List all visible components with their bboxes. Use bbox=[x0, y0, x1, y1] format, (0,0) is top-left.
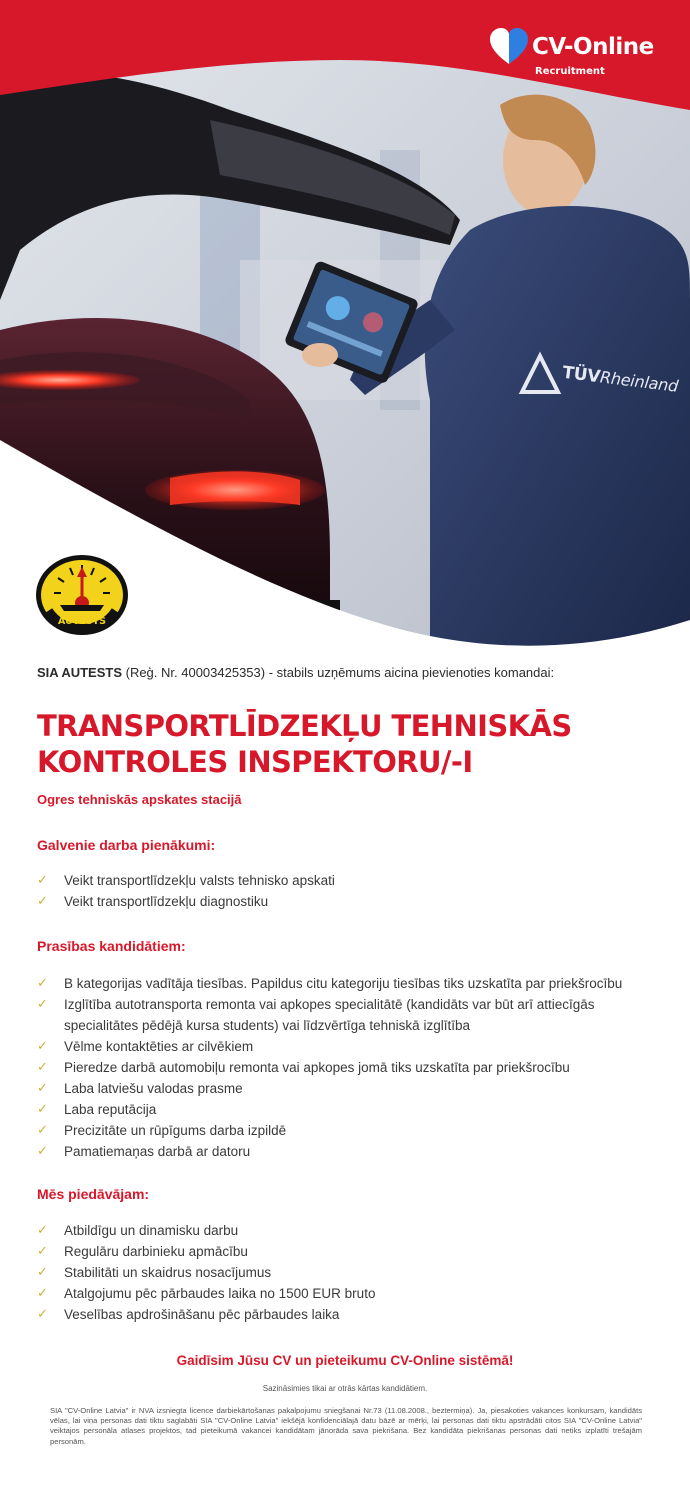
checkmark-icon: ✓ bbox=[37, 1060, 48, 1075]
list-item bbox=[37, 1036, 667, 1057]
list-item-text: Veselības apdrošināšanu pēc pārbaudes laika bbox=[64, 1307, 340, 1322]
job-title-line-2: KONTROLES INSPEKTORU/-I bbox=[37, 745, 473, 779]
requirements-heading: Prasības kandidātiem: bbox=[37, 938, 186, 954]
heart-logo-icon bbox=[488, 26, 530, 68]
intro-company: SIA AUTESTS bbox=[37, 665, 122, 680]
checkmark-icon: ✓ bbox=[37, 976, 48, 991]
contact-note: Sazināsimies tikai ar otrās kārtas kandidātiem. bbox=[262, 1384, 428, 1393]
list-item-text: Laba latviešu valodas prasme bbox=[64, 1081, 243, 1096]
job-title-line-1: TRANSPORTLĪDZEKĻU TEHNISKĀS bbox=[37, 709, 572, 743]
checkmark-icon: ✓ bbox=[37, 894, 48, 909]
list-item bbox=[37, 1078, 667, 1099]
closing-call-to-action: Gaidīsim Jūsu CV un pieteikumu CV-Online sistēmā! bbox=[176, 1353, 514, 1368]
list-item bbox=[37, 870, 667, 891]
hero-banner bbox=[0, 0, 690, 660]
list-item-text: B kategorijas vadītāja tiesības. Papildus citu kategoriju tiesības tiks uzskatīta par priekšrocību bbox=[64, 976, 623, 991]
list-item-text: Stabilitāti un skaidrus nosacījumus bbox=[64, 1265, 272, 1280]
intro-text bbox=[37, 665, 554, 680]
list-item bbox=[37, 1120, 667, 1141]
jacket-logo-brand: TÜV bbox=[561, 362, 602, 388]
checkmark-icon: ✓ bbox=[37, 873, 48, 888]
list-item bbox=[37, 1262, 667, 1283]
list-item bbox=[37, 1304, 667, 1325]
checkmark-icon: ✓ bbox=[37, 997, 48, 1012]
checkmark-icon: ✓ bbox=[37, 1286, 48, 1301]
list-item-text: Regulāru darbinieku apmācību bbox=[64, 1244, 248, 1259]
list-item bbox=[37, 973, 667, 994]
list-item-text: Vēlme kontaktēties ar cilvēkiem bbox=[64, 1039, 254, 1054]
duties-heading: Galvenie darba pienākumi: bbox=[37, 837, 216, 853]
offer-list bbox=[37, 1220, 667, 1325]
autests-logo-text: AUTESTS bbox=[58, 616, 106, 627]
list-item-text: Laba reputācija bbox=[64, 1102, 157, 1117]
list-item-text: Izglītība autotransporta remonta vai apkopes specialitātē (kandidāts var būt arī attiecīgās specialitātes pēdējā kursa students) vai līdzvērtīga tehniskā izglītība bbox=[64, 997, 595, 1033]
job-title bbox=[37, 708, 667, 780]
legal-disclaimer: SIA "CV-Online Latvia" ir NVA izsniegta licence darbiekārtošanas pakalpojumu sniegšanai Nr.73 (11.08.2008., beztermiņa). Ja, piesakoties vakances konkursam, kandidāts vēlas, lai viņa personas dati tiktu saglabāti SIA "CV-Online Latvia" iekšējā konfidenciālajā datu bāzē ar mērķi, lai personas dati tiktu apstrādāti citos SIA "CV-Online Latvia" veiktajos personāla atlases projektos, tad pieteikumā vakancei kandidātam jānorāda sava piekrišana. Bez kandidāta piekrišanas personas dati netiks izplatīti trešajām personām. bbox=[50, 1406, 642, 1446]
requirements-list bbox=[37, 973, 667, 1162]
checkmark-icon: ✓ bbox=[37, 1102, 48, 1117]
intro-rest: (Reģ. Nr. 40003425353) - stabils uzņēmums aicina pievienoties komandai: bbox=[122, 665, 555, 680]
list-item bbox=[37, 1141, 667, 1162]
list-item-text: Pieredze darbā automobiļu remonta vai apkopes jomā tiks uzskatīta par priekšrocību bbox=[64, 1060, 570, 1075]
list-item-text: Veikt transportlīdzekļu valsts tehnisko apskati bbox=[64, 873, 335, 888]
list-item-text: Atalgojumu pēc pārbaudes laika no 1500 EUR bruto bbox=[64, 1286, 376, 1301]
list-item bbox=[37, 1283, 667, 1304]
list-item-text: Veikt transportlīdzekļu diagnostiku bbox=[64, 894, 269, 909]
list-item-text: Pamatiemaņas darbā ar datoru bbox=[64, 1144, 251, 1159]
list-item bbox=[37, 1099, 667, 1120]
checkmark-icon: ✓ bbox=[37, 1244, 48, 1259]
checkmark-icon: ✓ bbox=[37, 1081, 48, 1096]
cv-online-logo bbox=[488, 26, 678, 82]
list-item-text: Precizitāte un rūpīgums darba izpildē bbox=[64, 1123, 287, 1138]
offer-heading: Mēs piedāvājam: bbox=[37, 1186, 150, 1202]
checkmark-icon: ✓ bbox=[37, 1123, 48, 1138]
list-item bbox=[37, 994, 667, 1036]
jacket-logo-brand-rest: Rheinland bbox=[599, 367, 680, 396]
job-location: Ogres tehniskās apskates stacijā bbox=[37, 792, 242, 807]
checkmark-icon: ✓ bbox=[37, 1039, 48, 1054]
checkmark-icon: ✓ bbox=[37, 1307, 48, 1322]
list-item-text: Atbildīgu un dinamisku darbu bbox=[64, 1223, 239, 1238]
autests-logo bbox=[34, 553, 130, 637]
list-item bbox=[37, 1057, 667, 1078]
brand-name: CV-Online bbox=[532, 34, 654, 60]
list-item bbox=[37, 1241, 667, 1262]
checkmark-icon: ✓ bbox=[37, 1265, 48, 1280]
list-item bbox=[37, 1220, 667, 1241]
brand-subtitle: Recruitment bbox=[535, 66, 605, 77]
checkmark-icon: ✓ bbox=[37, 1144, 48, 1159]
duties-list bbox=[37, 870, 667, 912]
list-item bbox=[37, 891, 667, 912]
checkmark-icon: ✓ bbox=[37, 1223, 48, 1238]
